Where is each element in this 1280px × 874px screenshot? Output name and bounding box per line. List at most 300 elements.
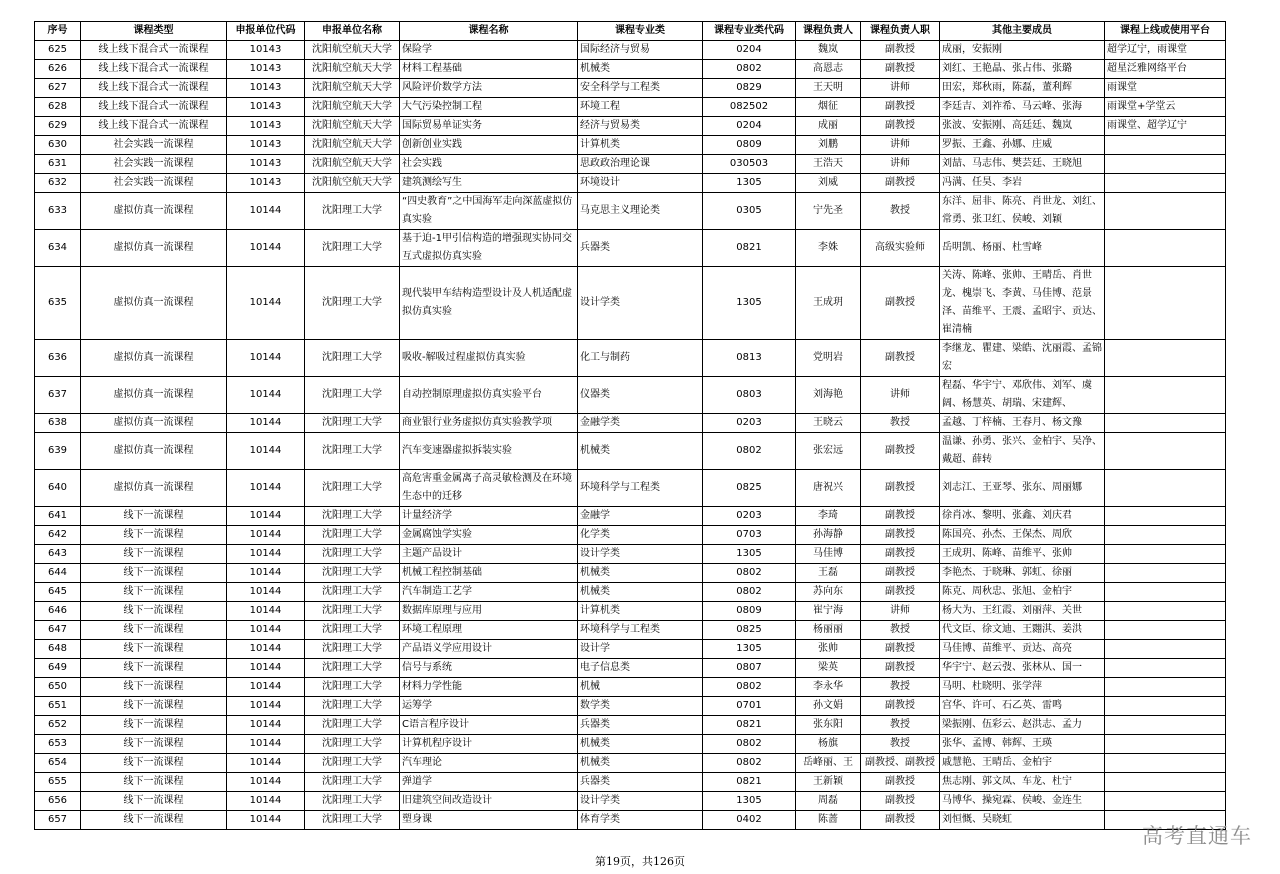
cell-course-name: 汽车理论 [400,754,578,773]
cell-course-type: 线下一流课程 [81,792,227,811]
cell-platform [1105,470,1226,507]
cell-unit-code: 10144 [227,583,305,602]
cell-index: 629 [35,117,81,136]
cell-major-code: 0802 [703,564,796,583]
cell-course-name: 运筹学 [400,697,578,716]
cell-platform [1105,754,1226,773]
table-row [35,811,1226,830]
cell-major-code: 0802 [703,678,796,697]
cell-lead-title: 副教授 [861,117,940,136]
cell-index: 634 [35,230,81,267]
cell-course-type: 线下一流课程 [81,583,227,602]
cell-major-category: 电子信息类 [578,659,703,678]
cell-members: 梁振刚、伍彩云、赵洪志、孟力 [940,716,1105,735]
cell-lead-title: 讲师 [861,602,940,621]
cell-lead: 马佳博 [796,545,861,564]
page-footer: 第19页，共126页 [595,855,685,868]
cell-index: 643 [35,545,81,564]
cell-lead-title: 副教授 [861,564,940,583]
cell-unit-name: 沈阳理工大学 [305,470,400,507]
table-row [35,433,1226,470]
cell-members: 刘志江、王亚琴、张东、周丽娜 [940,470,1105,507]
cell-course-type: 线上线下混合式一流课程 [81,60,227,79]
cell-members: 王成玥、陈峰、苗维平、张帅 [940,545,1105,564]
cell-unit-code: 10144 [227,526,305,545]
cell-lead-title: 副教授 [861,433,940,470]
cell-major-category: 机械类 [578,735,703,754]
cell-unit-name: 沈阳航空航天大学 [305,41,400,60]
table-row [35,583,1226,602]
cell-unit-code: 10144 [227,811,305,830]
cell-unit-name: 沈阳理工大学 [305,193,400,230]
cell-lead: 张宏远 [796,433,861,470]
cell-members: 李艳杰、于晓琳、郭虹、徐丽 [940,564,1105,583]
cell-lead: 刘威 [796,174,861,193]
cell-unit-code: 10143 [227,174,305,193]
cell-major-code: 0802 [703,433,796,470]
cell-unit-name: 沈阳理工大学 [305,583,400,602]
cell-unit-code: 10144 [227,507,305,526]
cell-index: 648 [35,640,81,659]
cell-major-code: 030503 [703,155,796,174]
cell-lead: 王浩天 [796,155,861,174]
cell-major-category: 环境工程 [578,98,703,117]
cell-platform [1105,230,1226,267]
cell-lead: 周磊 [796,792,861,811]
header-cell: 课程专业类代码 [703,22,796,41]
cell-major-category: 环境科学与工程类 [578,621,703,640]
cell-major-category: 机械类 [578,583,703,602]
cell-course-name: 商业银行业务虚拟仿真实验教学项 [400,414,578,433]
cell-lead: 孙海静 [796,526,861,545]
cell-lead-title: 副教授 [861,640,940,659]
cell-lead: 杨旗 [796,735,861,754]
cell-platform [1105,414,1226,433]
cell-unit-code: 10143 [227,79,305,98]
cell-course-name: 材料工程基础 [400,60,578,79]
cell-index: 646 [35,602,81,621]
cell-major-category: 国际经济与贸易 [578,41,703,60]
table-row [35,659,1226,678]
cell-platform [1105,340,1226,377]
cell-index: 625 [35,41,81,60]
cell-major-code: 0825 [703,621,796,640]
cell-lead: 王晓云 [796,414,861,433]
cell-lead: 张帅 [796,640,861,659]
cell-major-code: 0825 [703,470,796,507]
cell-course-type: 社会实践一流课程 [81,136,227,155]
cell-members: 焦志刚、郭文凤、车龙、杜宁 [940,773,1105,792]
cell-members: 徐肖冰、黎明、张鑫、刘庆君 [940,507,1105,526]
cell-unit-code: 10144 [227,754,305,773]
cell-course-type: 虚拟仿真一流课程 [81,433,227,470]
cell-major-category: 环境设计 [578,174,703,193]
cell-index: 649 [35,659,81,678]
cell-index: 651 [35,697,81,716]
cell-course-name: 材料力学性能 [400,678,578,697]
cell-unit-name: 沈阳理工大学 [305,230,400,267]
cell-platform [1105,433,1226,470]
cell-unit-code: 10144 [227,678,305,697]
cell-major-category: 设计学类 [578,792,703,811]
cell-course-type: 虚拟仿真一流课程 [81,377,227,414]
cell-lead: 高恩志 [796,60,861,79]
cell-index: 633 [35,193,81,230]
header-cell: 课程类型 [81,22,227,41]
cell-members: 孟越、丁梓楠、王春月、杨文豫 [940,414,1105,433]
cell-members: 罗振、王鑫、孙娜、庄威 [940,136,1105,155]
cell-lead-title: 讲师 [861,136,940,155]
table-row [35,697,1226,716]
cell-members: 马明、杜晓明、张学萍 [940,678,1105,697]
cell-lead: 成丽 [796,117,861,136]
cell-course-type: 线下一流课程 [81,697,227,716]
cell-course-name: 机械工程控制基础 [400,564,578,583]
table-row [35,60,1226,79]
table-row [35,267,1226,340]
cell-unit-name: 沈阳理工大学 [305,564,400,583]
cell-major-code: 0829 [703,79,796,98]
cell-course-type: 线上线下混合式一流课程 [81,98,227,117]
cell-course-type: 虚拟仿真一流课程 [81,470,227,507]
cell-members: 东洋、屈非、陈亮、肖世龙、刘红、常勇、张卫红、侯峻、刘颖 [940,193,1105,230]
cell-platform [1105,136,1226,155]
cell-major-code: 082502 [703,98,796,117]
cell-major-code: 1305 [703,545,796,564]
cell-members: 刘喆、马志伟、樊芸廷、王晓旭 [940,155,1105,174]
cell-index: 655 [35,773,81,792]
cell-major-category: 机械 [578,678,703,697]
table-row [35,230,1226,267]
cell-platform: 雨课堂+学堂云 [1105,98,1226,117]
table-row [35,716,1226,735]
cell-course-type: 虚拟仿真一流课程 [81,193,227,230]
cell-major-code: 0703 [703,526,796,545]
cell-course-type: 线下一流课程 [81,526,227,545]
cell-unit-code: 10144 [227,564,305,583]
cell-course-name: 主题产品设计 [400,545,578,564]
cell-members: 关涛、陈峰、张帅、王晴岳、肖世龙、槐崇飞、李黄、马佳博、范景泽、苗维平、王震、孟昭宇、贡达、崔清楠 [940,267,1105,340]
cell-unit-code: 10144 [227,735,305,754]
cell-lead-title: 教授 [861,414,940,433]
cell-lead-title: 教授 [861,678,940,697]
cell-course-type: 线下一流课程 [81,811,227,830]
cell-lead: 王成玥 [796,267,861,340]
cell-unit-code: 10144 [227,602,305,621]
cell-major-category: 安全科学与工程类 [578,79,703,98]
cell-lead-title: 副教授 [861,583,940,602]
cell-index: 656 [35,792,81,811]
cell-unit-name: 沈阳理工大学 [305,526,400,545]
cell-unit-name: 沈阳理工大学 [305,377,400,414]
cell-lead-title: 讲师 [861,155,940,174]
table-row [35,377,1226,414]
header-cell: 序号 [35,22,81,41]
cell-unit-name: 沈阳理工大学 [305,735,400,754]
cell-lead-title: 讲师 [861,377,940,414]
cell-course-type: 社会实践一流课程 [81,174,227,193]
cell-course-name: 塑身课 [400,811,578,830]
cell-members: 田宏，郑秋雨，陈磊，董利辉 [940,79,1105,98]
cell-unit-name: 沈阳航空航天大学 [305,155,400,174]
table-row [35,507,1226,526]
header-cell: 申报单位名称 [305,22,400,41]
cell-unit-name: 沈阳理工大学 [305,811,400,830]
cell-lead-title: 副教授 [861,697,940,716]
cell-lead-title: 副教授 [861,811,940,830]
cell-platform [1105,792,1226,811]
cell-lead: 烟征 [796,98,861,117]
cell-lead: 唐祝兴 [796,470,861,507]
cell-unit-code: 10144 [227,773,305,792]
cell-index: 636 [35,340,81,377]
cell-major-code: 0802 [703,735,796,754]
cell-major-category: 机械类 [578,754,703,773]
cell-platform [1105,174,1226,193]
cell-course-name: 大气污染控制工程 [400,98,578,117]
cell-course-type: 线下一流课程 [81,545,227,564]
cell-course-type: 虚拟仿真一流课程 [81,340,227,377]
cell-members: 李继龙、瞿建、梁皓、沈丽霞、孟锦宏 [940,340,1105,377]
table-row [35,564,1226,583]
cell-platform [1105,602,1226,621]
table-row [35,621,1226,640]
cell-course-type: 线上线下混合式一流课程 [81,41,227,60]
cell-lead: 刘海艳 [796,377,861,414]
cell-lead: 宁先圣 [796,193,861,230]
cell-platform [1105,583,1226,602]
cell-course-name: 金属腐蚀学实验 [400,526,578,545]
cell-major-code: 0305 [703,193,796,230]
cell-major-category: 思政政治理论课 [578,155,703,174]
cell-major-category: 金融学 [578,507,703,526]
cell-course-name: 基于迫-1甲引信构造的增强现实协同交互式虚拟仿真实验 [400,230,578,267]
cell-unit-code: 10144 [227,230,305,267]
cell-members: 陈克、周秋忠、张旭、金柏宇 [940,583,1105,602]
cell-members: 张华、孟博、韩辉、王瑛 [940,735,1105,754]
cell-major-code: 0203 [703,507,796,526]
cell-major-code: 0204 [703,41,796,60]
cell-unit-code: 10144 [227,621,305,640]
cell-members: 杨大为、王红霞、刘丽萍、关世 [940,602,1105,621]
cell-index: 650 [35,678,81,697]
cell-lead: 李永华 [796,678,861,697]
cell-course-name: 吸收-解吸过程虚拟仿真实验 [400,340,578,377]
cell-major-category: 设计学 [578,640,703,659]
cell-unit-code: 10144 [227,193,305,230]
cell-unit-name: 沈阳航空航天大学 [305,79,400,98]
cell-course-name: 自动控制原理虚拟仿真实验平台 [400,377,578,414]
cell-members: 程磊、华宇宁、邓欣伟、刘军、虞阔、杨慧英、胡瑞、宋建辉、 [940,377,1105,414]
cell-unit-code: 10144 [227,340,305,377]
cell-platform [1105,621,1226,640]
cell-major-category: 体育学类 [578,811,703,830]
cell-lead-title: 高级实验师 [861,230,940,267]
cell-members: 戚慧艳、王晴岳、金柏宇 [940,754,1105,773]
cell-course-name: 弹道学 [400,773,578,792]
cell-index: 645 [35,583,81,602]
cell-major-category: 机械类 [578,564,703,583]
cell-course-name: 现代装甲车结构造型设计及人机适配虚拟仿真实验 [400,267,578,340]
cell-unit-name: 沈阳理工大学 [305,545,400,564]
cell-major-category: 金融学类 [578,414,703,433]
table-row [35,174,1226,193]
cell-index: 654 [35,754,81,773]
cell-index: 644 [35,564,81,583]
cell-lead-title: 副教授、副教授 [861,754,940,773]
table-row [35,773,1226,792]
cell-unit-code: 10143 [227,117,305,136]
cell-platform [1105,545,1226,564]
cell-major-code: 0809 [703,602,796,621]
table-row [35,545,1226,564]
cell-lead-title: 副教授 [861,507,940,526]
header-cell: 课程专业类 [578,22,703,41]
cell-major-code: 0803 [703,377,796,414]
header-cell: 课程负责人职 [861,22,940,41]
cell-major-code: 0203 [703,414,796,433]
cell-major-category: 计算机类 [578,136,703,155]
cell-unit-code: 10144 [227,414,305,433]
cell-course-type: 线下一流课程 [81,564,227,583]
header-cell: 课程负责人 [796,22,861,41]
cell-major-category: 兵器类 [578,773,703,792]
cell-members: 陈国亮、孙杰、王保杰、周欣 [940,526,1105,545]
cell-course-type: 线下一流课程 [81,754,227,773]
cell-index: 628 [35,98,81,117]
cell-course-name: 风险评价数学方法 [400,79,578,98]
cell-platform: 超学辽宁，雨课堂 [1105,41,1226,60]
cell-unit-name: 沈阳理工大学 [305,678,400,697]
cell-major-code: 0821 [703,773,796,792]
cell-unit-name: 沈阳理工大学 [305,697,400,716]
cell-lead: 杨丽丽 [796,621,861,640]
cell-course-type: 线下一流课程 [81,659,227,678]
cell-course-type: 线下一流课程 [81,602,227,621]
cell-index: 638 [35,414,81,433]
cell-platform [1105,773,1226,792]
cell-major-code: 0204 [703,117,796,136]
cell-members: 刘恒慨、吴晓虹 [940,811,1105,830]
table-row [35,640,1226,659]
cell-course-type: 社会实践一流课程 [81,155,227,174]
cell-course-type: 线下一流课程 [81,716,227,735]
cell-unit-name: 沈阳航空航天大学 [305,60,400,79]
cell-unit-name: 沈阳航空航天大学 [305,136,400,155]
header-cell: 课程上线或使用平台 [1105,22,1226,41]
cell-course-type: 线上线下混合式一流课程 [81,79,227,98]
header-cell: 其他主要成员 [940,22,1105,41]
cell-index: 640 [35,470,81,507]
cell-course-type: 线下一流课程 [81,678,227,697]
cell-platform [1105,735,1226,754]
cell-platform [1105,716,1226,735]
cell-index: 641 [35,507,81,526]
course-table [34,21,1226,830]
cell-platform: 雨课堂、超学辽宁 [1105,117,1226,136]
cell-unit-code: 10143 [227,136,305,155]
cell-course-name: 创新创业实践 [400,136,578,155]
cell-unit-name: 沈阳航空航天大学 [305,117,400,136]
cell-members: 宫华、许可、石乙英、雷鸣 [940,697,1105,716]
cell-unit-code: 10144 [227,470,305,507]
cell-lead-title: 副教授 [861,792,940,811]
cell-unit-code: 10144 [227,433,305,470]
cell-index: 647 [35,621,81,640]
cell-platform: 超星泛雅网络平台 [1105,60,1226,79]
cell-unit-code: 10143 [227,41,305,60]
table-body [35,41,1226,830]
cell-major-code: 0807 [703,659,796,678]
cell-platform [1105,564,1226,583]
cell-index: 652 [35,716,81,735]
cell-unit-name: 沈阳理工大学 [305,716,400,735]
cell-major-code: 0701 [703,697,796,716]
cell-major-code: 0809 [703,136,796,155]
cell-members: 温谦、孙勇、张兴、金柏宇、吴净、戴超、薛转 [940,433,1105,470]
cell-unit-name: 沈阳理工大学 [305,773,400,792]
cell-lead: 李姝 [796,230,861,267]
cell-lead: 崔宁海 [796,602,861,621]
table-row [35,735,1226,754]
cell-major-category: 化工与制药 [578,340,703,377]
cell-platform: 雨课堂 [1105,79,1226,98]
cell-unit-code: 10143 [227,98,305,117]
cell-lead-title: 教授 [861,621,940,640]
cell-major-category: 计算机类 [578,602,703,621]
table-row [35,98,1226,117]
table-row [35,678,1226,697]
header-cell: 申报单位代码 [227,22,305,41]
cell-lead-title: 副教授 [861,60,940,79]
cell-course-name: 国际贸易单证实务 [400,117,578,136]
cell-unit-code: 10144 [227,377,305,414]
cell-lead: 王天明 [796,79,861,98]
cell-major-category: 设计学类 [578,545,703,564]
table-row [35,754,1226,773]
cell-course-type: 虚拟仿真一流课程 [81,267,227,340]
cell-course-name: 保险学 [400,41,578,60]
cell-platform [1105,526,1226,545]
cell-lead-title: 教授 [861,193,940,230]
cell-major-code: 0802 [703,583,796,602]
cell-major-code: 1305 [703,792,796,811]
cell-members: 华宇宁、赵云弢、张林从、国一 [940,659,1105,678]
cell-platform [1105,155,1226,174]
cell-unit-name: 沈阳理工大学 [305,792,400,811]
cell-index: 653 [35,735,81,754]
cell-platform [1105,267,1226,340]
cell-lead: 张东阳 [796,716,861,735]
cell-lead: 王磊 [796,564,861,583]
cell-course-name: 旧建筑空间改造设计 [400,792,578,811]
cell-course-name: 汽车变速器虚拟拆装实验 [400,433,578,470]
cell-major-code: 0402 [703,811,796,830]
cell-lead: 魏岚 [796,41,861,60]
cell-course-name: 计算机程序设计 [400,735,578,754]
cell-course-type: 线下一流课程 [81,621,227,640]
cell-unit-code: 10144 [227,716,305,735]
cell-lead-title: 副教授 [861,267,940,340]
cell-course-name: 信号与系统 [400,659,578,678]
cell-platform [1105,507,1226,526]
cell-lead: 王新颖 [796,773,861,792]
cell-index: 657 [35,811,81,830]
table-row [35,792,1226,811]
cell-course-type: 虚拟仿真一流课程 [81,230,227,267]
cell-course-type: 线下一流课程 [81,507,227,526]
cell-unit-name: 沈阳理工大学 [305,754,400,773]
